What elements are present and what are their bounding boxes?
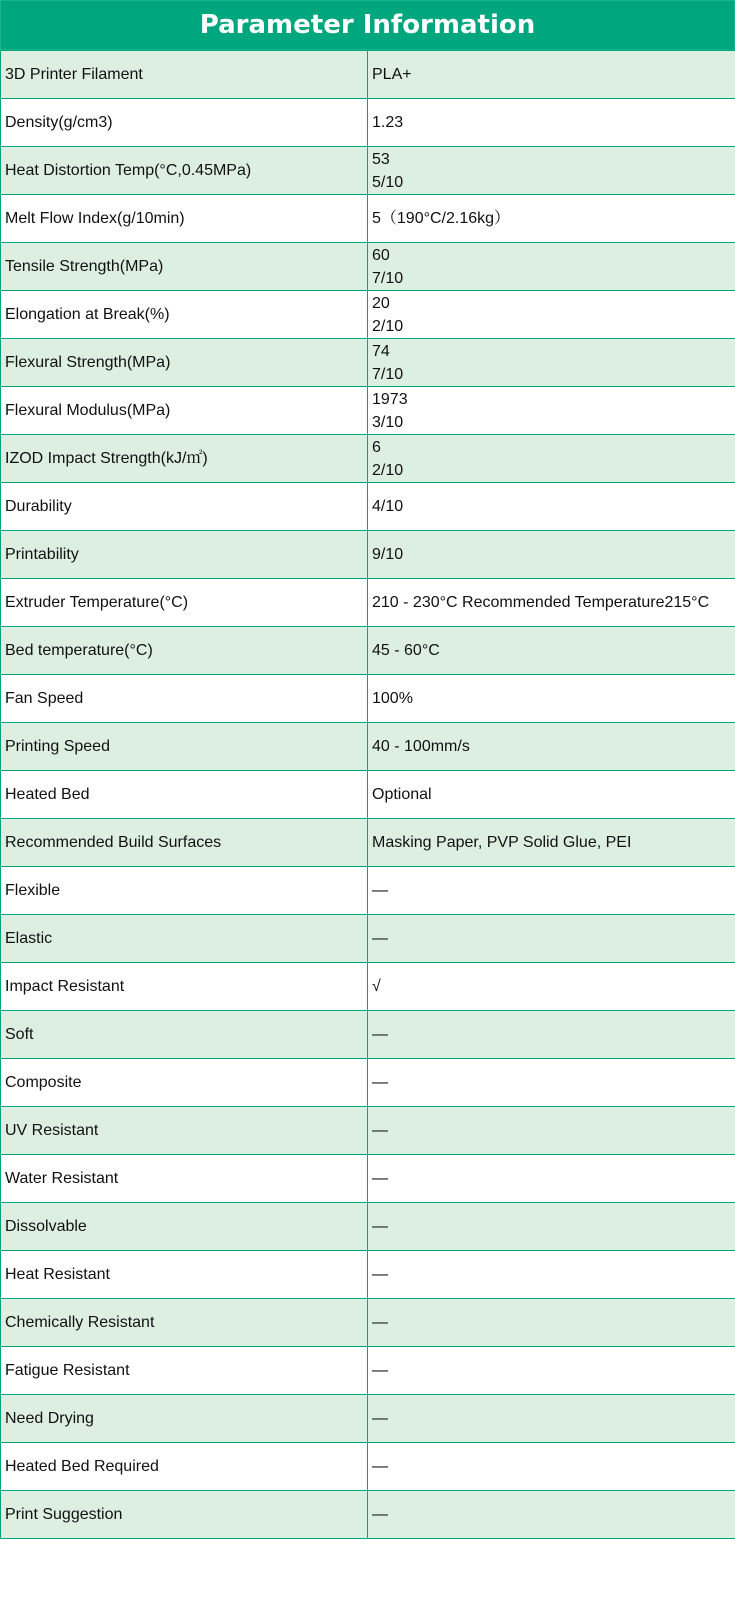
- parameter-label: Composite: [1, 1059, 368, 1107]
- parameter-label: Printing Speed: [1, 723, 368, 771]
- parameter-value: [368, 1011, 735, 1059]
- parameter-label: Melt Flow Index(g/10min): [1, 195, 368, 243]
- parameter-value: [368, 867, 735, 915]
- parameter-label: Heated Bed: [1, 771, 368, 819]
- table-row: [1, 1299, 735, 1347]
- table-row: [1, 1155, 735, 1203]
- parameter-label: Need Drying: [1, 1395, 368, 1443]
- parameter-value: [368, 1059, 735, 1107]
- parameter-value: [368, 627, 735, 675]
- table-row: [1, 675, 735, 723]
- parameter-value: [368, 963, 735, 1011]
- parameter-value: [368, 339, 735, 387]
- parameter-label: Chemically Resistant: [1, 1299, 368, 1347]
- value-primary: —: [372, 1026, 388, 1043]
- value-primary: —: [372, 1410, 388, 1427]
- parameter-label: Density(g/cm3): [1, 99, 368, 147]
- parameter-value: [368, 195, 735, 243]
- value-primary: 74: [372, 342, 390, 360]
- value-primary: —: [372, 1506, 388, 1523]
- parameter-value: [368, 1107, 735, 1155]
- parameter-label: Print Suggestion: [1, 1491, 368, 1539]
- value-primary: —: [372, 1362, 388, 1379]
- value-rating: 2/10: [372, 317, 404, 335]
- table-row: [1, 291, 735, 339]
- parameter-value: [368, 1203, 735, 1251]
- parameter-label: Fatigue Resistant: [1, 1347, 368, 1395]
- parameter-value: [368, 819, 735, 867]
- parameter-label: Impact Resistant: [1, 963, 368, 1011]
- parameter-label: Fan Speed: [1, 675, 368, 723]
- value-primary: —: [372, 1074, 388, 1091]
- value-primary: Optional: [372, 786, 432, 803]
- value-primary: 9/10: [372, 546, 404, 563]
- parameter-value: [368, 531, 735, 579]
- parameter-table: [0, 50, 735, 1539]
- parameter-value: [368, 243, 735, 291]
- parameter-label: Printability: [1, 531, 368, 579]
- value-primary: Masking Paper, PVP Solid Glue, PEI: [372, 834, 632, 851]
- value-rating: 7/10: [372, 365, 404, 383]
- parameter-value: [368, 675, 735, 723]
- value-primary: PLA+: [372, 66, 412, 83]
- parameter-value: [368, 387, 735, 435]
- parameter-value: [368, 915, 735, 963]
- value-rating: 2/10: [372, 461, 404, 479]
- table-row: [1, 1443, 735, 1491]
- value-primary: 20: [372, 294, 390, 312]
- value-primary: 60: [372, 246, 390, 264]
- parameter-value: [368, 1251, 735, 1299]
- table-row: [1, 51, 735, 99]
- value-primary: —: [372, 1122, 388, 1139]
- parameter-value: [368, 483, 735, 531]
- table-row: [1, 867, 735, 915]
- value-primary: —: [372, 1266, 388, 1283]
- parameter-label: IZOD Impact Strength(kJ/㎡): [1, 435, 368, 483]
- parameter-value: [368, 771, 735, 819]
- parameter-label: 3D Printer Filament: [1, 51, 368, 99]
- value-primary: —: [372, 882, 388, 899]
- parameter-label: Elastic: [1, 915, 368, 963]
- parameter-label: Bed temperature(°C): [1, 627, 368, 675]
- parameter-label: Dissolvable: [1, 1203, 368, 1251]
- table-row: [1, 771, 735, 819]
- value-primary: —: [372, 1314, 388, 1331]
- parameter-value: [368, 291, 735, 339]
- parameter-label: Elongation at Break(%): [1, 291, 368, 339]
- parameter-value: [368, 1395, 735, 1443]
- value-primary: 1.23: [372, 114, 404, 131]
- parameter-value: [368, 435, 735, 483]
- table-row: [1, 627, 735, 675]
- parameter-label: Heat Resistant: [1, 1251, 368, 1299]
- parameter-label: Flexural Strength(MPa): [1, 339, 368, 387]
- parameter-value: [368, 1443, 735, 1491]
- value-primary: —: [372, 930, 388, 947]
- table-row: [1, 1203, 735, 1251]
- table-row: [1, 435, 735, 483]
- parameter-value: [368, 51, 735, 99]
- table-title: Parameter Information: [0, 0, 735, 50]
- parameter-value: [368, 1491, 735, 1539]
- table-row: [1, 915, 735, 963]
- value-primary: —: [372, 1218, 388, 1235]
- table-row: [1, 1011, 735, 1059]
- table-row: [1, 99, 735, 147]
- parameter-label: Flexible: [1, 867, 368, 915]
- parameter-label: Recommended Build Surfaces: [1, 819, 368, 867]
- table-row: [1, 339, 735, 387]
- parameter-label: Durability: [1, 483, 368, 531]
- value-primary: √: [372, 978, 381, 995]
- table-row: [1, 1107, 735, 1155]
- table-row: [1, 387, 735, 435]
- parameter-value: [368, 1299, 735, 1347]
- value-primary: 5（190°C/2.16kg）: [372, 210, 511, 227]
- table-row: [1, 963, 735, 1011]
- parameter-label: Heated Bed Required: [1, 1443, 368, 1491]
- value-primary: 4/10: [372, 498, 404, 515]
- value-primary: 210 - 230°C Recommended Temperature215°C: [372, 594, 710, 611]
- table-row: [1, 723, 735, 771]
- table-row: [1, 1059, 735, 1107]
- value-primary: 53: [372, 150, 390, 168]
- table-row: [1, 243, 735, 291]
- parameter-label: Extruder Temperature(°C): [1, 579, 368, 627]
- parameter-value: [368, 1155, 735, 1203]
- value-primary: 1973: [372, 390, 408, 408]
- value-rating: 3/10: [372, 413, 404, 431]
- parameter-label: Water Resistant: [1, 1155, 368, 1203]
- value-primary: —: [372, 1170, 388, 1187]
- parameter-value: [368, 99, 735, 147]
- parameter-rows: [1, 51, 735, 1539]
- table-row: [1, 483, 735, 531]
- value-primary: 40 - 100mm/s: [372, 738, 470, 755]
- parameter-value: [368, 147, 735, 195]
- value-primary: 6: [372, 438, 381, 456]
- parameter-label: Soft: [1, 1011, 368, 1059]
- table-row: [1, 819, 735, 867]
- parameter-label: Tensile Strength(MPa): [1, 243, 368, 291]
- table-row: [1, 1251, 735, 1299]
- value-primary: 100%: [372, 690, 413, 707]
- parameter-value: [368, 723, 735, 771]
- table-row: [1, 195, 735, 243]
- table-row: [1, 579, 735, 627]
- table-row: [1, 1395, 735, 1443]
- table-row: [1, 1491, 735, 1539]
- parameter-label: Flexural Modulus(MPa): [1, 387, 368, 435]
- value-primary: 45 - 60°C: [372, 642, 440, 659]
- table-row: [1, 1347, 735, 1395]
- table-row: [1, 147, 735, 195]
- value-primary: —: [372, 1458, 388, 1475]
- value-rating: 5/10: [372, 173, 404, 191]
- value-rating: 7/10: [372, 269, 404, 287]
- parameter-label: Heat Distortion Temp(°C,0.45MPa): [1, 147, 368, 195]
- parameter-value: [368, 579, 735, 627]
- parameter-value: [368, 1347, 735, 1395]
- parameter-label: UV Resistant: [1, 1107, 368, 1155]
- table-row: [1, 531, 735, 579]
